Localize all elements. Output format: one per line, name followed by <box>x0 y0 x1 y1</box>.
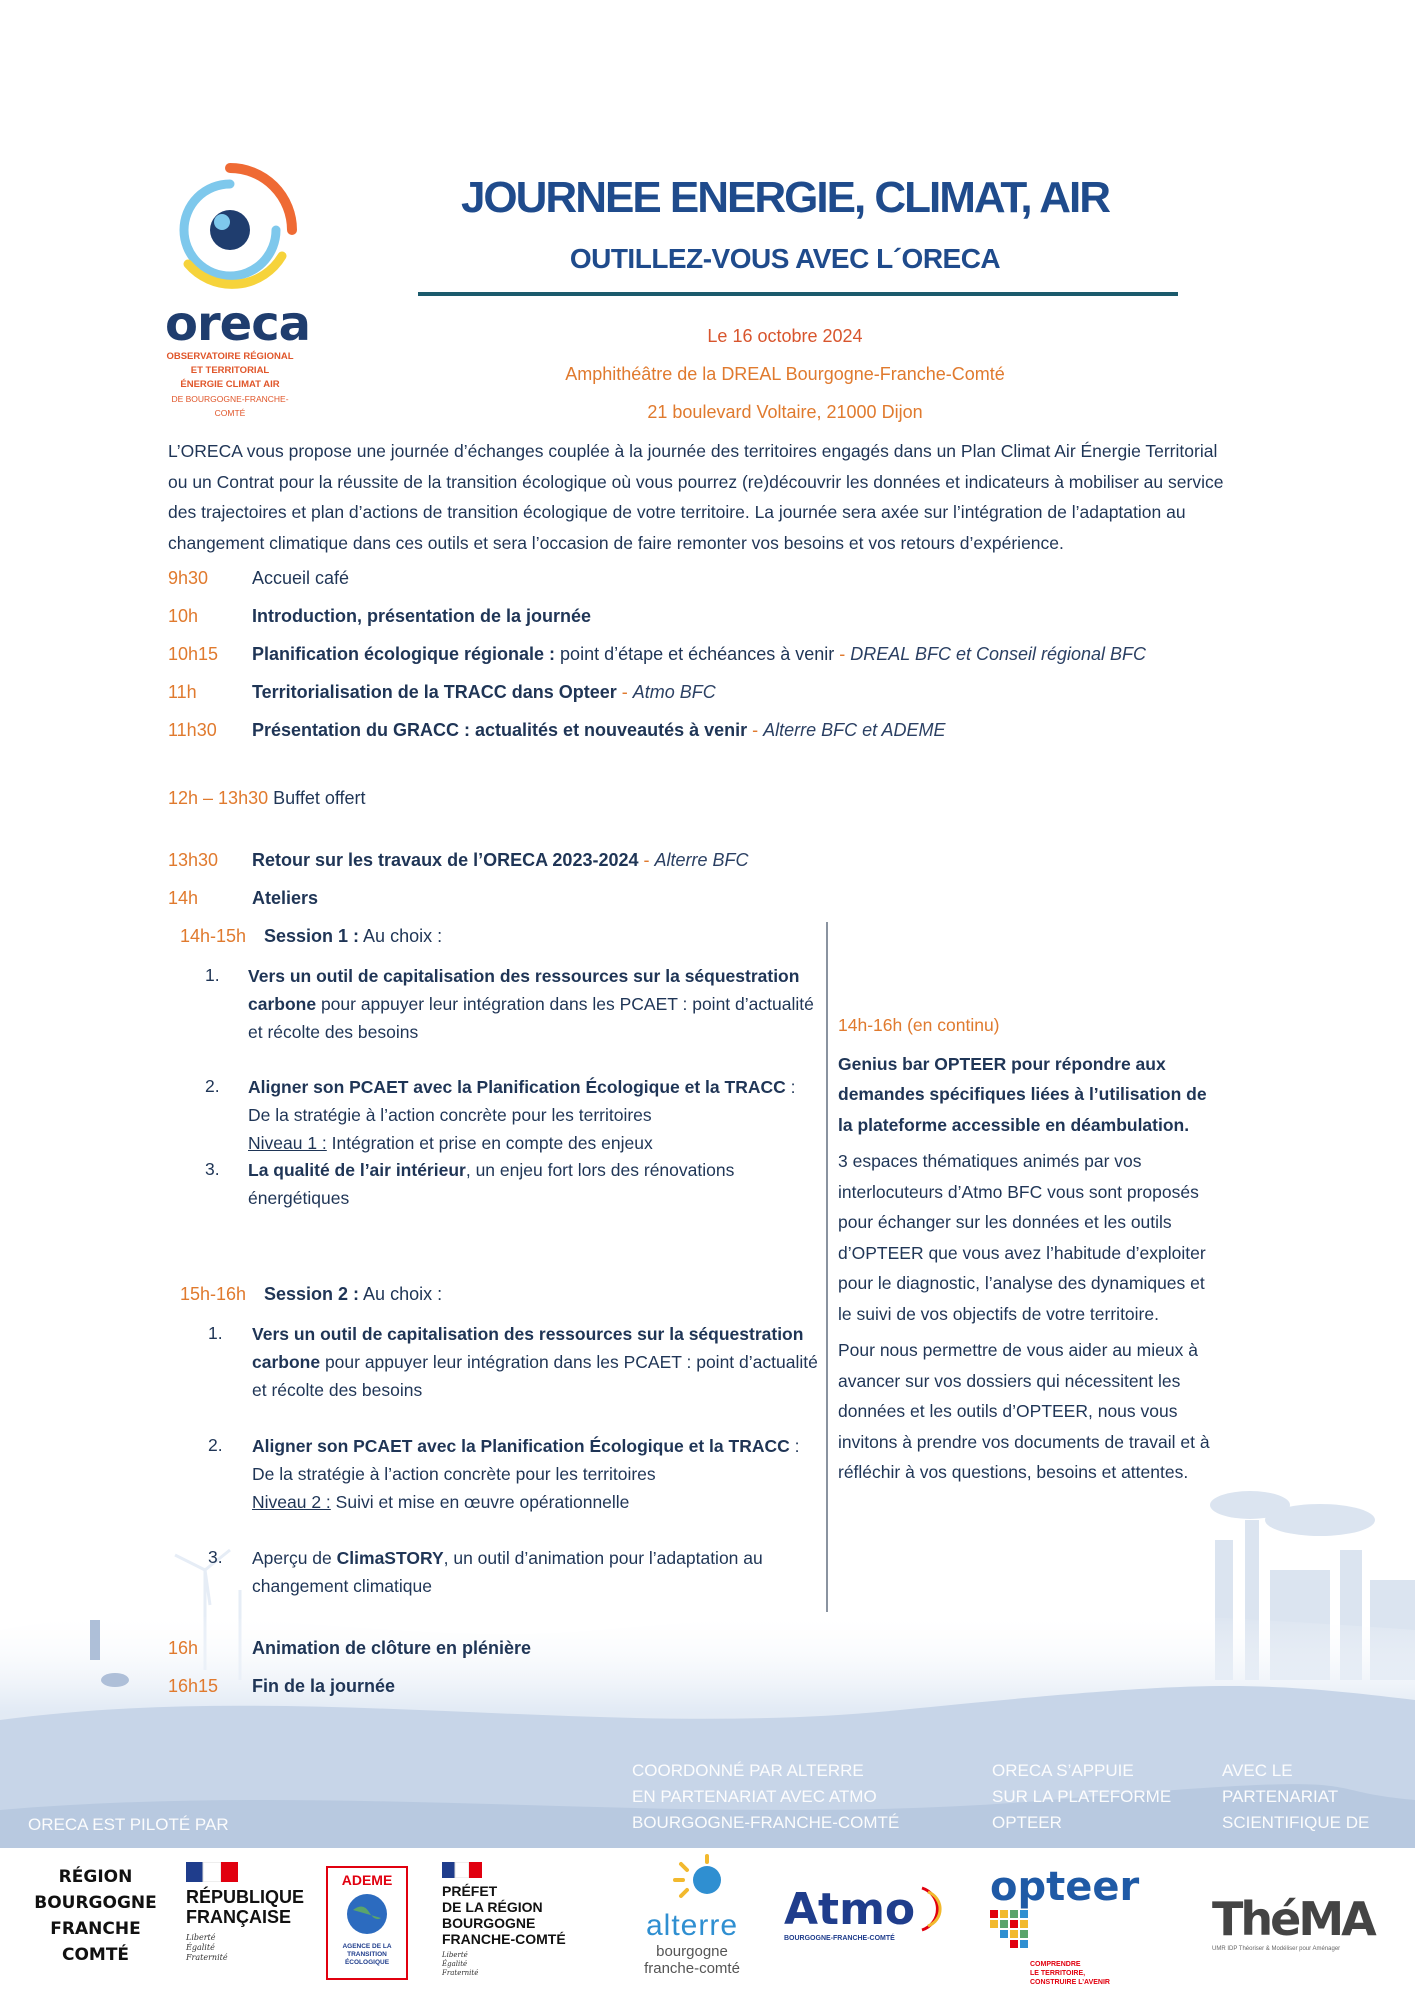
genius-bar-title: Genius bar OPTEER pour répondre aux demandes spécifiques liées à l’utilisation de la plateforme accessible en déambulation. <box>838 1053 1207 1135</box>
programme-item: Accueil café <box>252 568 350 588</box>
programme-time: 9h30 <box>168 568 209 588</box>
programme-time: 13h30 <box>168 850 219 870</box>
programme-item: Animation de clôture en plénière <box>252 1638 532 1658</box>
region-bfc-logo: RÉGION BOURGOGNE FRANCHE COMTÉ <box>34 1867 157 1965</box>
programme-item: Territorialisation de la TRACC dans Opteer - Atmo BFC <box>252 682 716 702</box>
programme-time: 16h15 <box>168 1676 219 1696</box>
programme-time: 10h15 <box>168 644 219 664</box>
intro-paragraph: L’ORECA vous propose une journée d’échanges couplée à la journée des territoires engagés dans un Plan Climat Air Énergie Territorial ou un Contrat pour la réussite de la transition écologique où vous pourrez (re)découvrir les données et indicateurs à mobiliser au service des trajectoires et plan d’actions de transition écologique de votre territoire. La journée sera axée sur l’intégration de l’adaptation au changement climatique dans ces outils et sera l’occasion de faire remonter vos besoins et vos retours d’expérience. <box>168 441 1224 553</box>
page-subtitle: OUTILLEZ-VOUS AVEC L´ORECA <box>569 243 1001 274</box>
column-divider <box>826 922 828 1612</box>
marianne-flag-icon <box>186 1862 238 1882</box>
programme-time: 11h <box>168 682 197 702</box>
footer-caption-scientific: AVEC LE PARTENARIAT SCIENTIFIQUE DE <box>1222 1761 1370 1832</box>
session-item: Vers un outil de capitalisation des ressources sur la séquestration carbone pour appuyer leur intégration dans les PCAET : point d’actualité et récolte des besoins <box>248 966 814 1042</box>
programme-time: 11h30 <box>168 720 217 740</box>
republique-francaise-logo: RÉPUBLIQUE FRANÇAISE Liberté Égalité Fraternité <box>186 1862 316 1963</box>
event-date: Le 16 octobre 2024 <box>707 326 863 346</box>
opteer-mosaic-icon <box>990 1910 1030 1960</box>
list-number: 1. <box>205 965 220 985</box>
alterre-logo: alterre bourgogne franche-comté <box>622 1854 762 1977</box>
oreca-logo-name: oreca <box>165 296 311 352</box>
footer-caption-platform: ORECA S’APPUIE SUR LA PLATEFORME OPTEER <box>992 1761 1172 1832</box>
genius-bar-time: 14h-16h (en continu) <box>838 1015 1000 1035</box>
oreca-logo-icon <box>160 160 300 300</box>
session-label: Session 2 : Au choix : <box>264 1284 443 1304</box>
page-title: JOURNEE ENERGIE, CLIMAT, AIR <box>460 173 1110 222</box>
marianne-flag-icon <box>442 1862 482 1878</box>
ademe-logo: ADEME AGENCE DE LA TRANSITION ÉCOLOGIQUE <box>326 1866 408 1980</box>
opteer-logo: opteer COMPRENDRE LE TERRITOIRE, CONSTRUIRE L’AVENIR <box>990 1864 1140 1986</box>
list-number: 2. <box>205 1076 220 1096</box>
partner-logos <box>0 1848 1415 2000</box>
thema-logo: ThéMA UMR IDP Théoriser & Modéliser pour Aménager <box>1212 1892 1374 1952</box>
genius-bar-paragraph: 3 espaces thématiques animés par vos interlocuteurs d’Atmo BFC vous sont proposés pour échanger sur les données et les outils d’OPTEER que vous avez l’habitude d’exploiter pour le diagnostic, l’analyse des dynamiques et le suivi de vos objectifs de votre territoire. <box>838 1151 1206 1324</box>
genius-bar-paragraph: Pour nous permettre de vous aider au mieux à avancer sur vos dossiers qui nécessitent les données et les outils d’OPTEER, nous vous invitons à prendre vos documents de travail et à réfléchir à vos questions, besoins et attentes. <box>838 1340 1210 1482</box>
programme-time: 10h <box>168 606 199 626</box>
list-number: 1. <box>208 1323 223 1343</box>
list-number: 3. <box>205 1159 220 1179</box>
session-item: Vers un outil de capitalisation des ressources sur la séquestration carbone pour appuyer leur intégration dans les PCAET : point d’actualité et récolte des besoins <box>252 1324 818 1400</box>
programme-time: 14h <box>168 888 199 908</box>
footer-caption-piloted: ORECA EST PILOTÉ PAR <box>28 1815 229 1834</box>
lunch-slot: 12h – 13h30 Buffet offert <box>168 788 366 808</box>
programme-time: 16h <box>168 1638 199 1658</box>
programme-item: Présentation du GRACC : actualités et nouveautés à venir - Alterre BFC et ADEME <box>252 720 946 740</box>
session-time: 14h-15h <box>180 926 247 946</box>
session-item: Aperçu de ClimaSTORY, un outil d’animation pour l’adaptation au changement climatique <box>252 1548 763 1596</box>
title-divider <box>418 292 1178 296</box>
session-label: Session 1 : Au choix : <box>264 926 443 946</box>
oreca-logo-subtitle: OBSERVATOIRE RÉGIONAL ET TERRITORIAL ÉNERGIE CLIMAT AIR DE BOURGOGNE-FRANCHE-COMTÉ <box>166 351 294 418</box>
footer-caption-coordinated: COORDONNÉ PAR ALTERRE EN PARTENARIAT AVEC ATMO BOURGOGNE-FRANCHE-COMTÉ <box>632 1761 900 1832</box>
programme-item: Introduction, présentation de la journée <box>252 606 592 626</box>
genius-bar-panel <box>838 1010 1223 1494</box>
globe-icon <box>345 1892 389 1936</box>
event-venue: Amphithéâtre de la DREAL Bourgogne-Franche-Comté <box>565 364 1005 384</box>
atmo-bfc-logo: Atmo BOURGOGNE-FRANCHE-COMTÉ <box>784 1884 954 1942</box>
event-address: 21 boulevard Voltaire, 21000 Dijon <box>647 402 923 422</box>
list-number: 2. <box>208 1435 223 1455</box>
programme-item: Planification écologique régionale : point d’étape et échéances à venir - DREAL BFC et Conseil régional BFC <box>252 644 1147 664</box>
list-number: 3. <box>208 1547 223 1567</box>
session-time: 15h-16h <box>180 1284 247 1304</box>
session-item: Aligner son PCAET avec la Planification Écologique et la TRACC : De la stratégie à l’action concrète pour les territoires Niveau 1 : Intégration et prise en compte des enjeux <box>248 1077 796 1153</box>
atmo-arc-icon <box>920 1884 944 1934</box>
alterre-sun-icon <box>657 1854 727 1910</box>
session-item: Aligner son PCAET avec la Planification Écologique et la TRACC : De la stratégie à l’action concrète pour les territoires Niveau 2 : Suivi et mise en œuvre opérationnelle <box>252 1436 800 1512</box>
prefet-bfc-logo: PRÉFET DE LA RÉGION BOURGOGNE FRANCHE-COMTÉ Liberté Égalité Fraternité <box>442 1862 582 1978</box>
programme-item: Retour sur les travaux de l’ORECA 2023-2024 - Alterre BFC <box>252 850 749 870</box>
programme-item: Ateliers <box>252 888 319 908</box>
programme-item: Fin de la journée <box>252 1676 396 1696</box>
session-item: La qualité de l’air intérieur, un enjeu fort lors des rénovations énergétiques <box>248 1160 735 1208</box>
